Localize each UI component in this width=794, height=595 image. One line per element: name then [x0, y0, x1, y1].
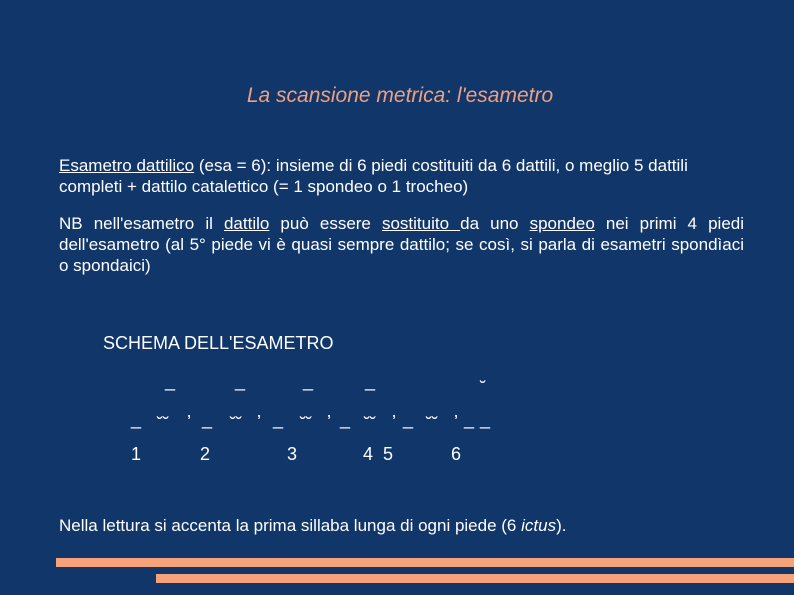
scansion-mark: ’ [454, 412, 458, 432]
scansion-mark: ˘˘ [426, 414, 438, 434]
scansion-mark: ˘˘ [300, 414, 312, 434]
note-sostituito: sostituito [381, 214, 461, 233]
foot-number: 6 [451, 444, 462, 464]
upper-mark: _ [165, 371, 176, 391]
note-text-1: NB nell'esametro il [59, 214, 224, 233]
scansion-mark: _ [403, 409, 414, 429]
note-text-3: da uno [460, 214, 530, 233]
reading-text: Nella lettura si accenta la prima sillaba lunga di ogni piede (6 [59, 516, 522, 535]
foot-number: 5 [383, 444, 394, 464]
foot-number: 3 [287, 444, 298, 464]
scansion-mark: ’ [392, 412, 396, 432]
scansion-mark: ˘˘ [364, 414, 376, 434]
foot-number: 2 [200, 444, 211, 464]
note-dattilo: dattilo [223, 214, 270, 233]
definition-text: (esa = 6): insieme di 6 piedi costituiti da 6 dattili, o meglio 5 dattili completi + dattilo catalettico (= 1 spondeo o 1 trocheo) [59, 156, 688, 196]
note-spondeo: spondeo [529, 214, 595, 233]
scansion-mark: _ [340, 409, 351, 429]
note-text-4: nei primi 4 piedi dell'esametro (al 5° piede vi è quasi sempre dattilo; se così, si parla di esametri spondìaci o spondaici) [59, 214, 745, 275]
scansion-mark: _ [464, 409, 475, 429]
note-text-2: può essere [269, 214, 382, 233]
upper-mark: ˘ [480, 378, 486, 398]
foot-number: 1 [131, 444, 142, 464]
slide-title: La scansione metrica: l'esametro [246, 84, 554, 107]
reading-ictus: ictus [521, 516, 557, 535]
upper-mark: _ [365, 371, 376, 391]
scansion-mark: _ [273, 409, 284, 429]
paragraph-note [59, 213, 744, 276]
decorative-bar-top [56, 558, 794, 567]
paragraph-definition [59, 155, 744, 197]
scansion-mark: ˘˘ [157, 414, 169, 434]
schema-heading: SCHEMA DELL'ESAMETRO [103, 333, 334, 353]
upper-mark: _ [235, 371, 246, 391]
reading-end: ). [556, 516, 567, 535]
scansion-mark: _ [131, 409, 142, 429]
foot-number: 4 [363, 444, 374, 464]
paragraph-reading [59, 515, 744, 536]
scansion-mark: _ [480, 409, 491, 429]
scansion-mark: ˘˘ [230, 414, 242, 434]
scansion-mark: ’ [187, 412, 191, 432]
decorative-bar-bottom [156, 574, 794, 583]
term-esametro-dattilico: Esametro dattilico [59, 156, 195, 175]
scansion-mark: _ [202, 409, 213, 429]
scansion-mark: ’ [327, 412, 331, 432]
scansion-mark: ’ [257, 412, 261, 432]
upper-mark: _ [303, 371, 314, 391]
